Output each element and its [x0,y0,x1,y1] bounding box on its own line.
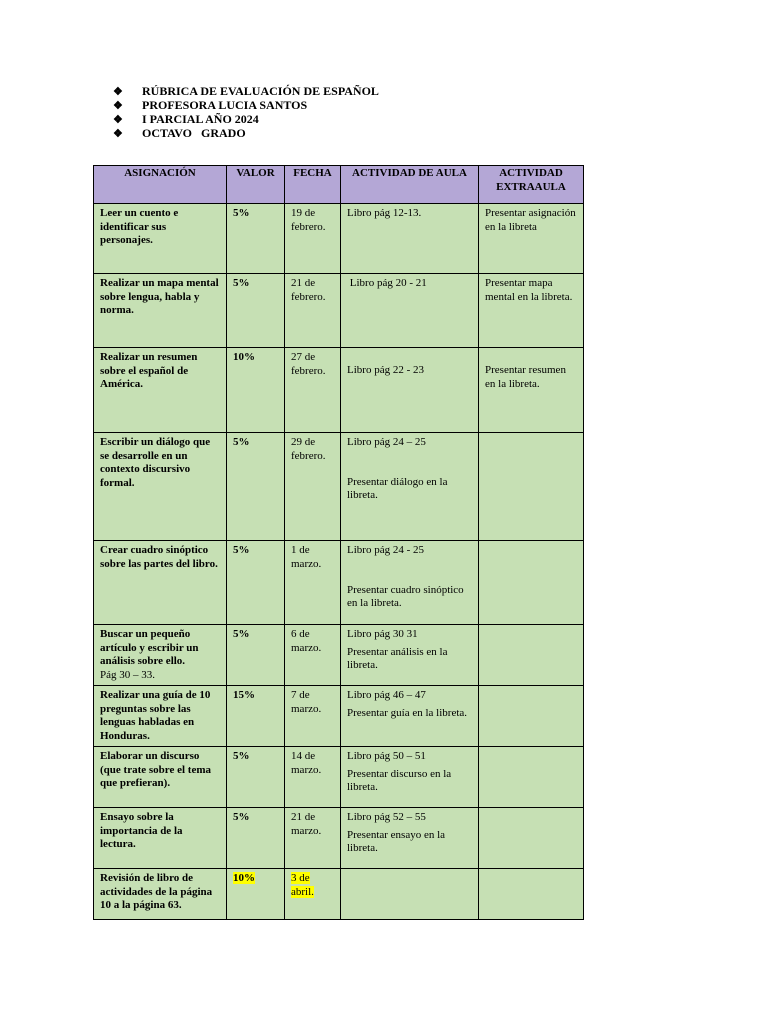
cell-fecha: 6 de marzo. [285,625,341,686]
cell-valor: 5% [227,747,285,808]
aula-text: Libro pág 30 31 [347,628,418,640]
column-header-asignacion: ASIGNACIÓN [94,166,227,204]
cell-valor: 10% [227,348,285,433]
column-header-actividad-extraaula: ACTIVIDAD EXTRAAULA [479,166,584,204]
cell-asignacion: Escribir un diálogo que se desarrolle en un contexto discursivo formal. [94,433,227,541]
aula-text: Libro pág 24 - 25 [347,544,424,556]
cell-fecha: 21 de marzo. [285,808,341,869]
cell-actividad-extraaula [479,625,584,686]
cell-fecha: 19 de febrero. [285,204,341,274]
cell-actividad-aula [341,869,479,920]
cell-actividad-extraaula: Presentar mapa mental en la libreta. [479,274,584,348]
cell-actividad-aula [341,686,479,747]
cell-actividad-aula [341,541,479,625]
extraaula-text: Presentar resumen en la libreta. [485,364,566,390]
cell-actividad-aula: Libro pág 20 - 21 [341,274,479,348]
cell-valor: 5% [227,274,285,348]
table-row [94,433,584,541]
table-row [94,869,584,920]
document-header [113,84,379,140]
cell-actividad-extraaula [479,541,584,625]
cell-fecha: 7 de marzo. [285,686,341,747]
cell-actividad-extraaula [479,869,584,920]
cell-actividad-extraaula [479,348,584,433]
cell-actividad-aula: Libro pág 12-13. [341,204,479,274]
rubric-table [93,165,584,920]
aula-text: Libro pág 46 – 47 [347,689,426,701]
asignacion-text: Buscar un pequeño artículo y escribir un análisis sobre ello. [100,628,199,667]
cell-actividad-extraaula [479,686,584,747]
aula-text: Libro pág 22 - 23 [347,364,424,376]
cell-asignacion: Revisión de libro de actividades de la página 10 a la página 63. [94,869,227,920]
table-row [94,204,584,274]
cell-actividad-extraaula [479,808,584,869]
diamond-bullet-icon: ❖ [113,114,123,126]
diamond-bullet-icon: ❖ [113,86,123,98]
cell-asignacion: Ensayo sobre la importancia de la lectura. [94,808,227,869]
table-row [94,808,584,869]
cell-asignacion [94,625,227,686]
cell-fecha [285,869,341,920]
cell-actividad-aula [341,808,479,869]
asignacion-pages: Pág 30 – 33. [100,668,155,681]
table-row [94,686,584,747]
cell-valor: 5% [227,204,285,274]
cell-asignacion: Leer un cuento e identificar sus personajes. [94,204,227,274]
column-header-actividad-aula: ACTIVIDAD DE AULA [341,166,479,204]
term-year: I PARCIAL AÑO 2024 [142,112,259,126]
cell-valor: 15% [227,686,285,747]
aula-extra-text: Presentar análisis en la libreta. [347,645,448,671]
diamond-bullet-icon: ❖ [113,128,123,140]
table-header-row [94,166,584,204]
aula-text: Libro pág 52 – 55 [347,811,426,823]
column-header-fecha: FECHA [285,166,341,204]
cell-asignacion: Realizar un resumen sobre el español de América. [94,348,227,433]
cell-valor: 5% [227,625,285,686]
grade-level: OCTAVO GRADO [142,126,246,140]
diamond-bullet-icon: ❖ [113,100,123,112]
cell-actividad-aula [341,433,479,541]
teacher-name: PROFESORA LUCIA SANTOS [142,98,308,112]
table-row [94,747,584,808]
cell-asignacion: Crear cuadro sinóptico sobre las partes del libro. [94,541,227,625]
cell-actividad-extraaula: Presentar asignación en la libreta [479,204,584,274]
cell-actividad-aula [341,747,479,808]
header-line [113,98,379,112]
cell-fecha: 14 de marzo. [285,747,341,808]
document-title: RÚBRICA DE EVALUACIÓN DE ESPAÑOL [142,84,379,98]
cell-valor: 5% [227,808,285,869]
header-line [113,112,379,126]
cell-valor: 5% [227,433,285,541]
aula-text: Libro pág 24 – 25 [347,436,426,448]
table-row [94,348,584,433]
aula-extra-text: Presentar ensayo en la libreta. [347,828,446,854]
aula-text: Libro pág 50 – 51 [347,750,426,762]
table-row [94,274,584,348]
cell-fecha: 29 de febrero. [285,433,341,541]
cell-asignacion: Realizar un mapa mental sobre lengua, habla y norma. [94,274,227,348]
aula-extra-text: Presentar discurso en la libreta. [347,767,452,793]
highlighted-date: 3 de abril. [291,872,314,898]
aula-extra-text: Presentar guía en la libreta. [347,706,468,719]
column-header-valor: VALOR [227,166,285,204]
cell-asignacion: Elaborar un discurso (que trate sobre el tema que prefieran). [94,747,227,808]
cell-actividad-aula [341,625,479,686]
cell-valor: 5% [227,541,285,625]
aula-extra-text: Presentar cuadro sinóptico en la libreta. [347,583,464,609]
cell-actividad-extraaula [479,433,584,541]
cell-valor [227,869,285,920]
highlighted-value: 10% [233,872,255,884]
cell-asignacion: Realizar una guía de 10 preguntas sobre las lenguas habladas en Honduras. [94,686,227,747]
table-row [94,541,584,625]
cell-fecha: 1 de marzo. [285,541,341,625]
cell-fecha: 27 de febrero. [285,348,341,433]
table-row [94,625,584,686]
header-line [113,126,379,140]
header-line [113,84,379,98]
cell-actividad-aula [341,348,479,433]
cell-fecha: 21 de febrero. [285,274,341,348]
cell-actividad-extraaula [479,747,584,808]
aula-extra-text: Presentar diálogo en la libreta. [347,475,448,501]
